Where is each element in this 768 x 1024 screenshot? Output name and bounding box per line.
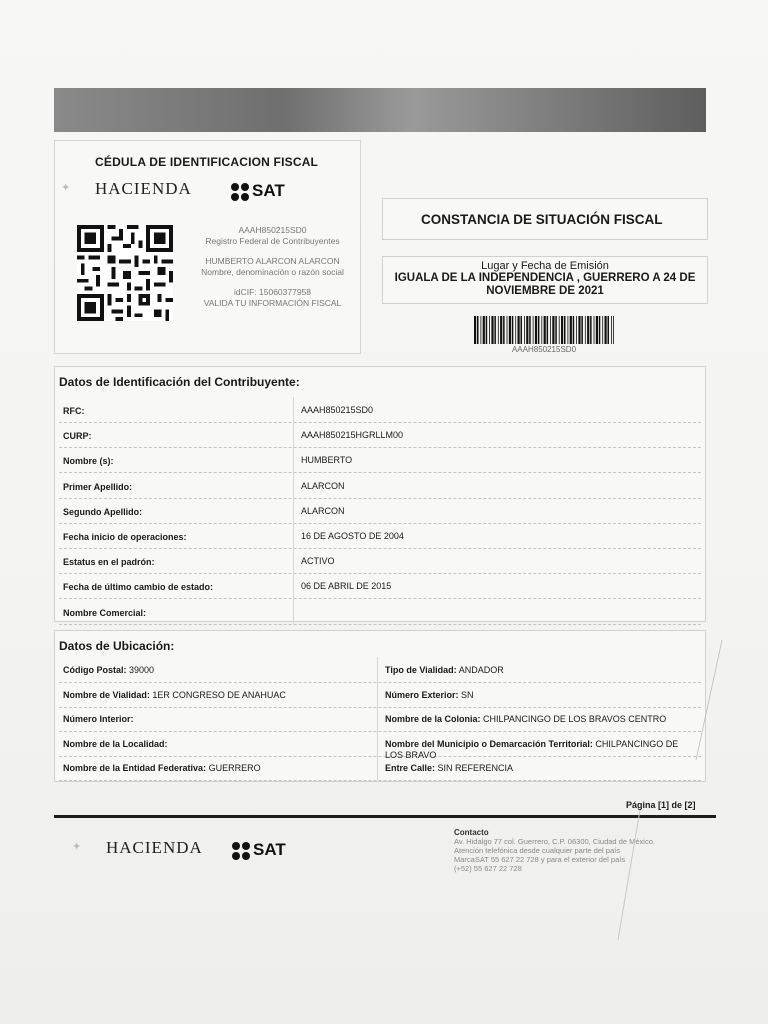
- barcode-bar: [587, 316, 589, 344]
- qr-code: [77, 225, 173, 321]
- sat-dots-icon: [232, 842, 250, 860]
- field-label: Nombre de la Entidad Federativa:: [63, 763, 207, 773]
- barcode-bar: [578, 316, 580, 344]
- barcode-bar: [500, 316, 502, 344]
- barcode: [474, 316, 614, 346]
- field-cell: [63, 690, 286, 700]
- ubicacion-section: [54, 630, 706, 782]
- eagle-emblem-icon: ✦: [72, 841, 83, 854]
- field-label: Nombre de la Colonia:: [385, 714, 481, 724]
- field-value: CHILPANCINGO DE LOS BRAVOS CENTRO: [483, 714, 667, 724]
- emision-value: IGUALA DE LA INDEPENDENCIA , GUERRERO A 24 DE NOVIEMBRE DE 2021: [394, 272, 696, 297]
- constancia-title: CONSTANCIA DE SITUACIÓN FISCAL: [421, 212, 663, 227]
- field-label: Nombre de Vialidad:: [63, 689, 150, 700]
- barcode-bar: [524, 316, 525, 344]
- table-row: [59, 657, 701, 683]
- barcode-bar: [611, 316, 612, 344]
- field-label: Tipo de Vialidad:: [385, 665, 457, 675]
- cedula-idcif: idCIF: 15060377958: [233, 287, 312, 297]
- field-label: Segundo Apellido:: [63, 506, 143, 517]
- field-cell: [63, 763, 261, 773]
- table-row: [59, 706, 701, 732]
- contacto-line: Atención telefónica desde cualquier parte del país: [454, 846, 620, 855]
- table-row: [59, 755, 701, 781]
- footer-divider: [54, 815, 716, 818]
- barcode-bar: [568, 316, 569, 344]
- barcode-bar: [535, 316, 537, 344]
- field-cell: [63, 665, 154, 675]
- cedula-panel: [54, 140, 361, 354]
- footer-hacienda-text: HACIENDA: [106, 838, 203, 857]
- header-bar: [54, 88, 706, 132]
- eagle-emblem-icon: ✦: [61, 182, 72, 195]
- barcode-bar: [596, 316, 598, 344]
- field-value: ALARCON: [301, 505, 345, 516]
- field-value: AAAH850215HGRLLM00: [301, 430, 404, 441]
- barcode-bar: [481, 316, 482, 344]
- identificacion-section: [54, 366, 706, 622]
- barcode-bar: [552, 316, 554, 344]
- barcode-bar: [474, 316, 476, 344]
- emision-label: Lugar y Fecha de Emisión: [481, 260, 609, 272]
- sat-dots-icon: [231, 183, 249, 201]
- cedula-name-label: Nombre, denominación o razón social: [201, 266, 344, 277]
- barcode-bar: [550, 316, 551, 344]
- barcode-bar: [544, 316, 546, 344]
- barcode-bar: [533, 316, 534, 344]
- barcode-bar: [599, 316, 601, 344]
- contacto-line: MarcaSAT 55 627 22 728 y para el exterior del país: [454, 855, 626, 864]
- table-row: [59, 731, 701, 760]
- sat-logo: [231, 181, 285, 201]
- barcode-bar: [547, 316, 549, 344]
- table-row: [59, 447, 701, 473]
- hacienda-logo-text: HACIENDA: [95, 179, 192, 198]
- barcode-bar: [564, 316, 566, 344]
- qr-code-graphic: [77, 225, 173, 321]
- barcode-bar: [489, 316, 490, 344]
- field-value: CHILPANCINGO DE LOS BRAVO: [385, 738, 679, 760]
- field-label: Nombre (s):: [63, 456, 114, 467]
- table-row: [59, 573, 701, 599]
- barcode-bar: [512, 316, 514, 344]
- barcode-bar: [503, 316, 505, 344]
- table-row: [59, 548, 701, 574]
- table-row: [59, 473, 701, 499]
- field-label: Estatus en el padrón:: [63, 557, 155, 568]
- barcode-bar: [518, 316, 520, 344]
- field-label: RFC:: [63, 406, 85, 416]
- barcode-bar: [605, 316, 607, 344]
- barcode-bar: [585, 316, 586, 344]
- barcode-bar: [483, 316, 485, 344]
- field-value: AAAH850215SD0: [301, 405, 374, 415]
- barcode-bar: [590, 316, 592, 344]
- barcode-bar: [613, 316, 614, 344]
- barcode-bar: [581, 316, 583, 344]
- identificacion-title: Datos de Identificación del Contribuyente:: [59, 375, 300, 389]
- barcode-bar: [559, 316, 560, 344]
- barcode-bar: [486, 316, 488, 344]
- field-label: Nombre del Municipio o Demarcación Territorial:: [385, 738, 593, 749]
- barcode-bar: [570, 316, 572, 344]
- field-cell: [385, 690, 695, 701]
- field-value: 06 DE ABRIL DE 2015: [301, 581, 392, 592]
- footer-sat-text: SAT: [253, 840, 286, 859]
- barcode-bar: [521, 316, 523, 344]
- barcode-bar: [573, 316, 575, 344]
- cedula-valida: VALIDA TU INFORMACIÓN FISCAL: [203, 297, 342, 308]
- field-label: CURP:: [63, 431, 92, 442]
- barcode-bar: [498, 316, 499, 344]
- barcode-bar: [507, 316, 508, 344]
- barcode-bar: [509, 316, 511, 344]
- field-label: Número Interior:: [63, 714, 134, 724]
- field-cell: [385, 714, 695, 725]
- field-label: Nombre Comercial:: [63, 607, 147, 618]
- field-value: 16 DE AGOSTO DE 2004: [301, 531, 404, 541]
- hacienda-logo: [61, 179, 192, 199]
- field-cell: [63, 739, 168, 749]
- table-row: [59, 397, 701, 423]
- ubicacion-title: Datos de Ubicación:: [59, 639, 175, 653]
- cedula-name: HUMBERTO ALARCON ALARCON: [205, 256, 340, 266]
- page-number: Página [1] de [2]: [626, 800, 696, 810]
- field-value: GUERRERO: [208, 763, 261, 773]
- sat-logo-text: SAT: [252, 181, 285, 200]
- footer-sat-logo: [232, 840, 286, 860]
- barcode-bar: [594, 316, 595, 344]
- emision-box: [382, 256, 708, 304]
- cedula-info: [195, 225, 350, 308]
- field-value: SIN REFERENCIA: [437, 763, 514, 773]
- barcode-bar: [491, 316, 493, 344]
- barcode-bar: [541, 316, 542, 344]
- table-row: [59, 682, 701, 708]
- field-cell: [385, 763, 695, 774]
- contacto-block: [454, 828, 704, 873]
- field-value: ANDADOR: [458, 665, 504, 675]
- contacto-title: Contacto: [454, 828, 489, 837]
- field-label: Fecha inicio de operaciones:: [63, 532, 187, 542]
- field-label: Número Exterior:: [385, 689, 459, 700]
- barcode-bar: [576, 316, 577, 344]
- barcode-bar: [529, 316, 531, 344]
- contacto-line: (+52) 55 627 22 728: [454, 864, 522, 873]
- barcode-text: AAAH850215SD0: [511, 345, 577, 354]
- cedula-rfc-label: Registro Federal de Contribuyentes: [205, 235, 340, 246]
- field-label: Entre Calle:: [385, 763, 436, 773]
- footer-hacienda-logo: [72, 838, 203, 858]
- table-row: [59, 523, 701, 549]
- barcode-bar: [555, 316, 557, 344]
- cedula-rfc: AAAH850215SD0: [238, 225, 307, 235]
- barcode-bar: [608, 316, 610, 344]
- barcode-bar: [477, 316, 479, 344]
- field-cell: [63, 714, 134, 724]
- field-value: SN: [461, 689, 474, 700]
- cedula-title: CÉDULA DE IDENTIFICACION FISCAL: [95, 155, 319, 169]
- field-value: ALARCON: [301, 480, 345, 491]
- field-value: 39000: [129, 665, 155, 675]
- field-label: Código Postal:: [63, 665, 127, 675]
- constancia-box: [382, 198, 708, 240]
- table-row: [59, 599, 701, 625]
- barcode-bar: [515, 316, 516, 344]
- barcode-bar: [526, 316, 528, 344]
- field-label: Primer Apellido:: [63, 481, 133, 492]
- barcode-bar: [561, 316, 563, 344]
- barcode-bar: [602, 316, 603, 344]
- barcode-bar: [494, 316, 496, 344]
- field-value: 1ER CONGRESO DE ANAHUAC: [152, 689, 286, 700]
- field-label: Nombre de la Localidad:: [63, 738, 168, 749]
- contacto-line: Av. Hidalgo 77 col. Guerrero, C.P. 06300, Ciudad de México.: [454, 837, 655, 846]
- table-row: [59, 498, 701, 524]
- field-value: ACTIVO: [301, 556, 335, 567]
- field-value: HUMBERTO: [301, 455, 353, 466]
- barcode-bar: [538, 316, 540, 344]
- table-row: [59, 422, 701, 448]
- field-cell: [385, 665, 695, 676]
- field-label: Fecha de último cambio de estado:: [63, 582, 214, 593]
